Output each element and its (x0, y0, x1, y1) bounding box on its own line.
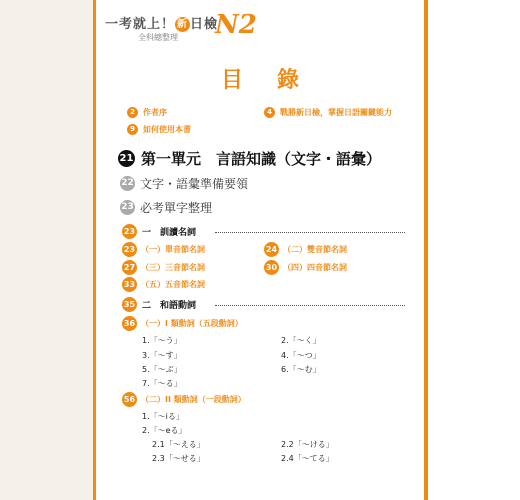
list-item[interactable]: 2.1「～える」 (152, 440, 205, 449)
page-number-badge: 27 (122, 260, 137, 275)
page-number-badge: 24 (264, 242, 279, 257)
toc-label: （二）II 類動詞（一段動詞） (141, 395, 246, 404)
level-logo: N2 (215, 10, 257, 40)
toc-entry[interactable] (122, 242, 205, 257)
list-item[interactable]: 7.「～る」 (142, 379, 182, 388)
unit-title: 第一單元 言語知識（文字・語彙） (141, 150, 382, 168)
header-subtitle: 全科總整理 (138, 33, 178, 42)
toc-entry[interactable] (120, 199, 212, 216)
page-number-badge: 23 (122, 224, 137, 239)
toc-entry[interactable] (120, 175, 248, 192)
toc-entry[interactable] (264, 107, 392, 118)
toc-entry[interactable] (264, 260, 347, 275)
toc-label: （一）I 類動詞（五段動詞） (141, 319, 243, 328)
list-item[interactable]: 6.「～む」 (281, 365, 321, 374)
page-number-badge: 30 (264, 260, 279, 275)
page-number-badge: 2 (127, 107, 138, 118)
toc-entry[interactable] (122, 316, 243, 331)
list-item[interactable]: 2.4「～てる」 (281, 454, 334, 463)
list-item[interactable]: 1.「～iる」 (142, 412, 184, 421)
page-number-badge: 23 (122, 242, 137, 257)
toc-label: （三）三音節名詞 (141, 263, 205, 272)
toc-label: 作者序 (143, 108, 167, 117)
page-number-badge: 21 (118, 150, 135, 167)
toc-label: 戰勝新日檢，掌握日語關鍵能力 (280, 108, 392, 117)
page-title: 目錄 (220, 68, 333, 93)
toc-label: （二）雙音節名詞 (283, 245, 347, 254)
page-number-badge: 35 (122, 297, 137, 312)
page-number-badge: 56 (122, 392, 137, 407)
page-number-badge: 4 (264, 107, 275, 118)
leader-dots (215, 232, 405, 233)
leader-dots (215, 305, 405, 306)
list-item[interactable]: 5.「～ぶ」 (142, 365, 182, 374)
toc-entry[interactable] (122, 277, 205, 292)
shin-badge: 新 (177, 19, 189, 30)
section-heading[interactable] (122, 297, 196, 312)
header-right-text: 日檢 (190, 17, 219, 32)
toc-label: （一）單音節名詞 (141, 245, 205, 254)
list-item[interactable]: 4.「～つ」 (281, 351, 321, 360)
toc-label: （四）四音節名詞 (283, 263, 347, 272)
toc-entry[interactable] (122, 260, 205, 275)
list-item[interactable]: 3.「～す」 (142, 351, 182, 360)
page-number-badge: 33 (122, 277, 137, 292)
list-item[interactable]: 1.「～う」 (142, 336, 182, 345)
section-heading[interactable] (122, 224, 196, 239)
unit-heading[interactable] (118, 148, 381, 169)
toc-label: 文字・語彙準備要領 (140, 177, 249, 191)
toc-label: 如何使用本書 (143, 125, 191, 134)
toc-entry[interactable] (122, 392, 246, 407)
toc-entry[interactable] (264, 242, 347, 257)
toc-label: 必考單字整理 (140, 201, 213, 215)
list-item[interactable]: 2.3「～せる」 (152, 454, 205, 463)
list-item[interactable]: 2.2「～ける」 (281, 440, 334, 449)
toc-entry[interactable] (127, 124, 191, 135)
section-label: 一 訓讀名詞 (142, 228, 197, 238)
page-number-badge: 9 (127, 124, 138, 135)
toc-entry[interactable] (127, 107, 167, 118)
section-label: 二 和語動詞 (142, 301, 197, 311)
toc-label: （五）五音節名詞 (141, 280, 205, 289)
list-item[interactable]: 2.「～く」 (281, 336, 321, 345)
page-number-badge: 23 (120, 200, 135, 215)
header-left-text: 一考就上！ (105, 17, 176, 32)
page-number-badge: 22 (120, 176, 135, 191)
page-number-badge: 36 (122, 316, 137, 331)
list-item[interactable]: 2.「～eる」 (142, 426, 187, 435)
